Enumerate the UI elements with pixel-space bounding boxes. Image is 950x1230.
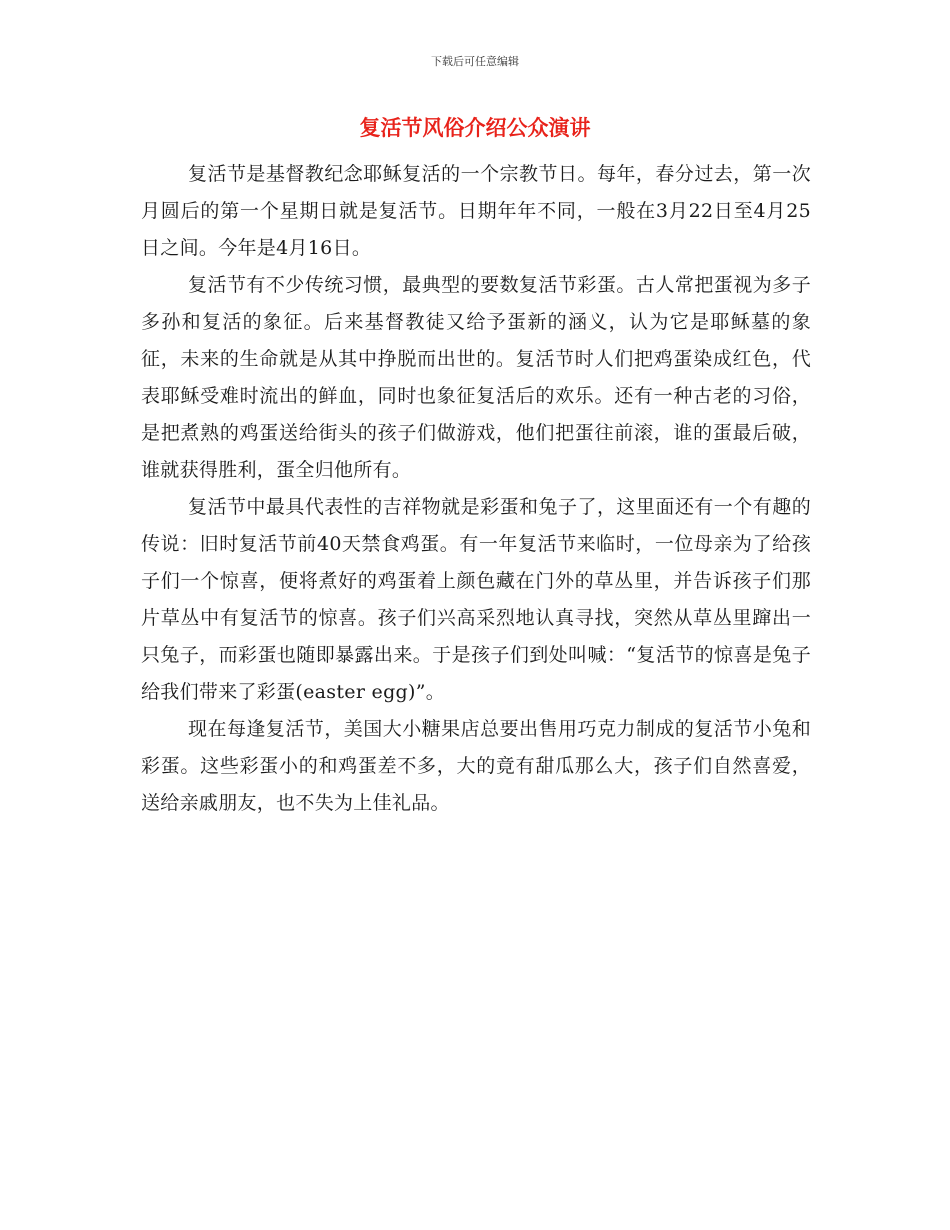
paragraph-4: 现在每逢复活节，美国大小糖果店总要出售用巧克力制成的复活节小兔和彩蛋。这些彩蛋小的和鸡蛋差不多，大的竟有甜瓜那么大，孩子们自然喜爱，送给亲戚朋友，也不失为上佳礼品。 xyxy=(141,718,811,814)
page-header-note: 下载后可任意编辑 xyxy=(431,55,519,68)
paragraph-3: 复活节中最具代表性的吉祥物就是彩蛋和兔子了，这里面还有一个有趣的传说：旧时复活节前40天禁食鸡蛋。有一年复活节来临时，一位母亲为了给孩子们一个惊喜，便将煮好的鸡蛋着上颜色藏在门外的草丛里，并告诉孩子们那片草丛中有复活节的惊喜。孩子们兴高采烈地认真寻找，突然从草丛里蹿出一只兔子，而彩蛋也随即暴露出来。于是孩子们到处叫喊：“复活节的惊喜是兔子给我们带来了彩蛋(easter egg)”。 xyxy=(141,496,811,703)
paragraph-1: 复活节是基督教纪念耶稣复活的一个宗教节日。每年，春分过去，第一次月圆后的第一个星期日就是复活节。日期年年不同，一般在3月22日至4月25日之间。今年是4月16日。 xyxy=(141,163,811,259)
paragraph-2: 复活节有不少传统习惯，最典型的要数复活节彩蛋。古人常把蛋视为多子多孙和复活的象征。后来基督教徒又给予蛋新的涵义，认为它是耶稣墓的象征，未来的生命就是从其中挣脱而出世的。复活节时人们把鸡蛋染成红色，代表耶稣受难时流出的鲜血，同时也象征复活后的欢乐。还有一种古老的习俗，是把煮熟的鸡蛋送给街头的孩子们做游戏，他们把蛋往前滚，谁的蛋最后破，谁就获得胜利，蛋全归他所有。 xyxy=(141,274,811,481)
document-title: 复活节风俗介绍公众演讲 xyxy=(359,116,591,140)
document-body xyxy=(141,156,811,822)
